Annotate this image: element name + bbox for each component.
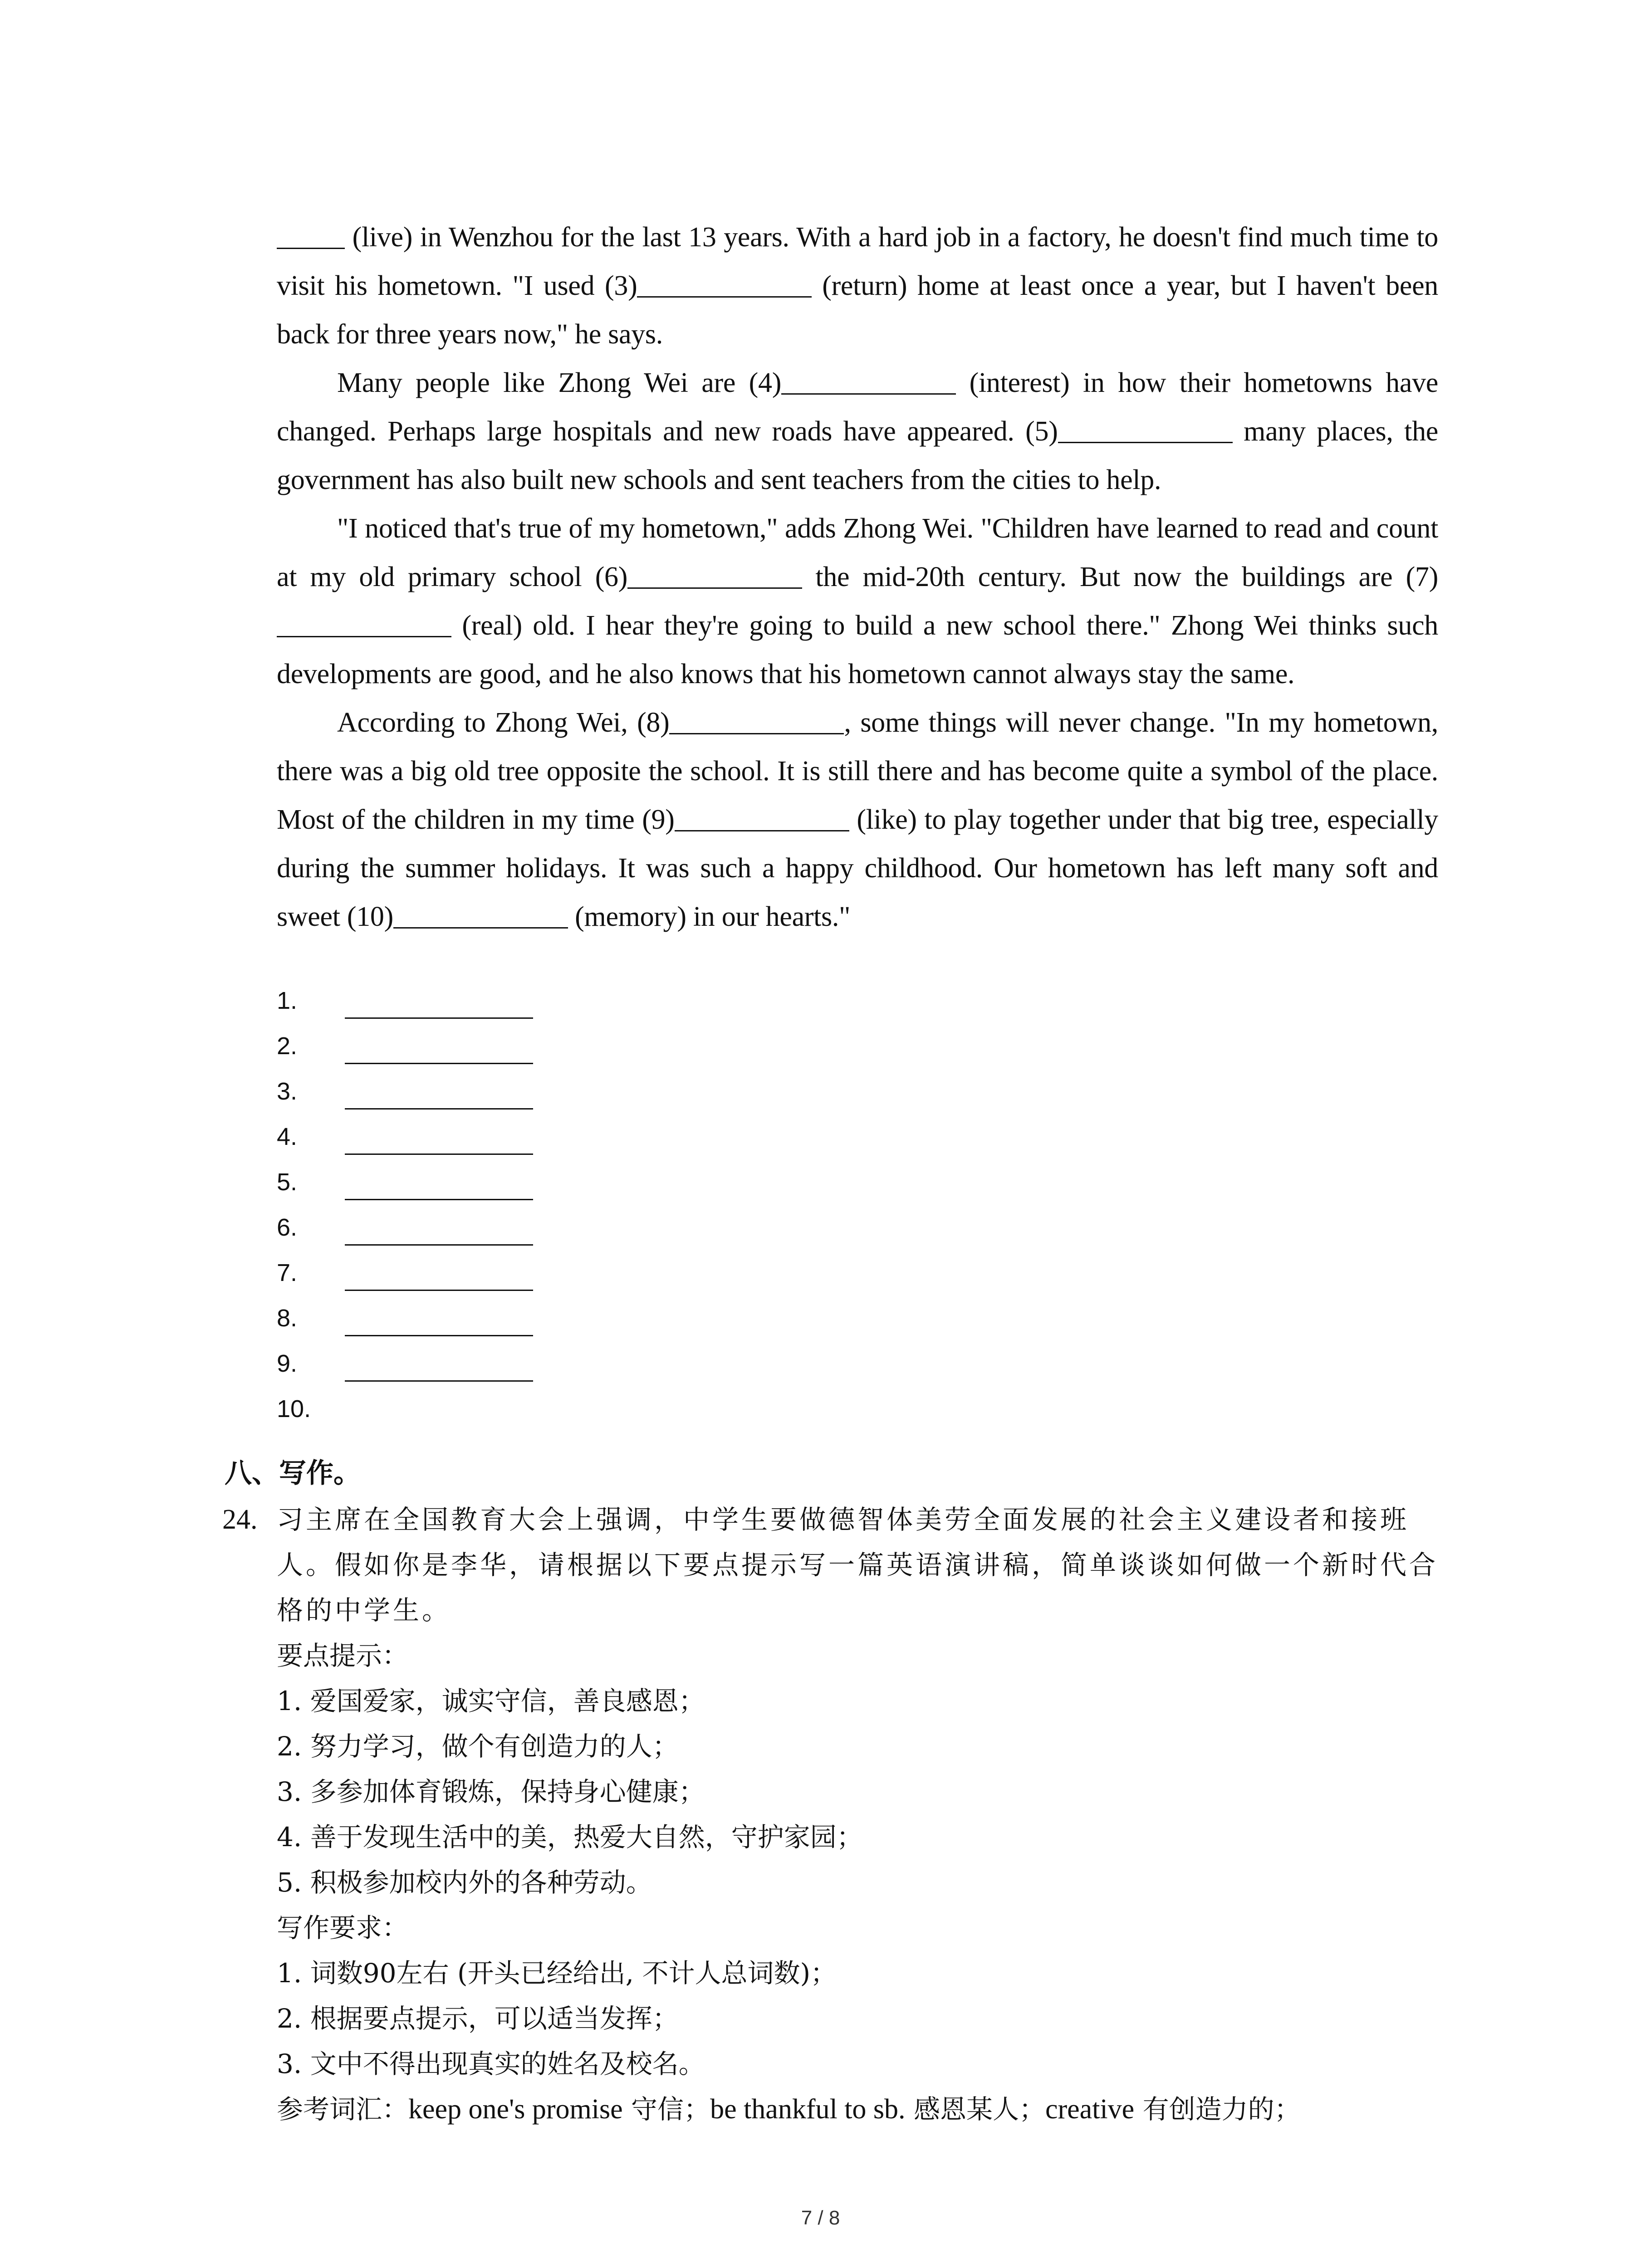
requirement-item: 2. 根据要点提示，可以适当发挥； <box>277 2003 679 2034</box>
reading-passage <box>277 213 1438 941</box>
answer-line[interactable] <box>345 1290 533 1291</box>
blank-5[interactable] <box>1058 414 1233 443</box>
passage-paragraph: According to Zhong Wei, (8) , some things will never change. "In my hometown, there was a big old tree opposite the school. It is still there and has become quite a symbol of the place. Most of the children in my time (9) (like) to play together under that big tree, especially during the summer holidays. It was such a happy childhood. Our hometown has left many soft and sweet (10) (memory) in our hearts." <box>277 699 1438 941</box>
blank-7[interactable] <box>277 608 451 637</box>
answer-line[interactable] <box>345 1335 533 1336</box>
blank-2[interactable] <box>277 220 345 249</box>
answer-line[interactable] <box>345 1244 533 1246</box>
answer-number: 9. <box>277 1350 298 1377</box>
requirement-item: 3. 文中不得出现真实的姓名及校名。 <box>277 2048 705 2079</box>
answer-line[interactable] <box>345 1017 533 1019</box>
reference-vocabulary: 参考词汇：keep one's promise 守信；be thankful to sb. 感恩某人；creative 有创造力的； <box>277 2094 1301 2125</box>
passage-paragraph: (live) in Wenzhou for the last 13 years. With a hard job in a factory, he doesn't find much time to visit his hometown. "I used (3) (return) home at least once a year, but I haven't been back for three years now," he says. <box>277 213 1438 359</box>
question-body <box>277 1497 1443 2132</box>
requirements-title: 写作要求： <box>277 1912 409 1943</box>
blank-8[interactable] <box>669 705 844 734</box>
answer-line[interactable] <box>345 1380 533 1382</box>
point-item: 5. 积极参加校内外的各种劳动。 <box>277 1867 652 1898</box>
blank-3[interactable] <box>637 268 812 298</box>
answer-number: 8. <box>277 1305 298 1332</box>
answer-number: 6. <box>277 1214 298 1241</box>
blank-9[interactable] <box>675 802 849 831</box>
answer-number: 3. <box>277 1078 298 1105</box>
answer-number: 7. <box>277 1259 298 1286</box>
answer-line[interactable] <box>345 1199 533 1200</box>
section-title: 八、写作。 <box>225 1457 361 1489</box>
point-item: 3. 多参加体育锻炼，保持身心健康； <box>277 1776 705 1807</box>
answer-number: 10. <box>277 1395 311 1422</box>
blank-6[interactable] <box>627 559 802 589</box>
page-number: 7 / 8 <box>801 2207 840 2229</box>
answer-line[interactable] <box>345 1063 533 1064</box>
passage-paragraph: "I noticed that's true of my hometown," adds Zhong Wei. "Children have learned to read and count at my old primary school (6) the mid-20th century. But now the buildings are (7) (real) old. I hear they're going to build a new school there." Zhong Wei thinks such developments are good, and he also knows that his hometown cannot always stay the same. <box>277 513 1438 689</box>
points-title: 要点提示： <box>277 1640 409 1671</box>
point-item: 1. 爱国爱家，诚实守信，善良感恩； <box>277 1686 705 1716</box>
answer-number: 2. <box>277 1032 298 1060</box>
answer-number: 1. <box>277 987 298 1014</box>
blank-4[interactable] <box>781 365 956 395</box>
answer-line[interactable] <box>345 1108 533 1110</box>
requirement-item: 1. 词数90左右 (开头已经给出, 不计人总词数)； <box>277 1958 837 1989</box>
answer-number: 4. <box>277 1123 298 1150</box>
blank-10[interactable] <box>393 899 568 929</box>
answer-number: 5. <box>277 1168 298 1196</box>
point-item: 4. 善于发现生活中的美，热爱大自然，守护家园； <box>277 1822 863 1853</box>
question-prompt: 习主席在全国教育大会上强调，中学生要做德智体美劳全面发展的社会主义建设者和接班人。假如你是李华，请根据以下要点提示写一篇英语演讲稿，简单谈谈如何做一个新时代合格的中学生。 <box>277 1504 1439 1626</box>
writing-question <box>222 1497 1443 2132</box>
question-number: 24. <box>222 1504 258 1535</box>
answer-line[interactable] <box>345 1154 533 1155</box>
point-item: 2. 努力学习，做个有创造力的人； <box>277 1731 679 1762</box>
passage-paragraph: Many people like Zhong Wei are (4) (interest) in how their hometowns have changed. Perhaps large hospitals and new roads have appeared. (5) many places, the government has also built new schools and sent teachers from the cities to help. <box>277 359 1438 504</box>
